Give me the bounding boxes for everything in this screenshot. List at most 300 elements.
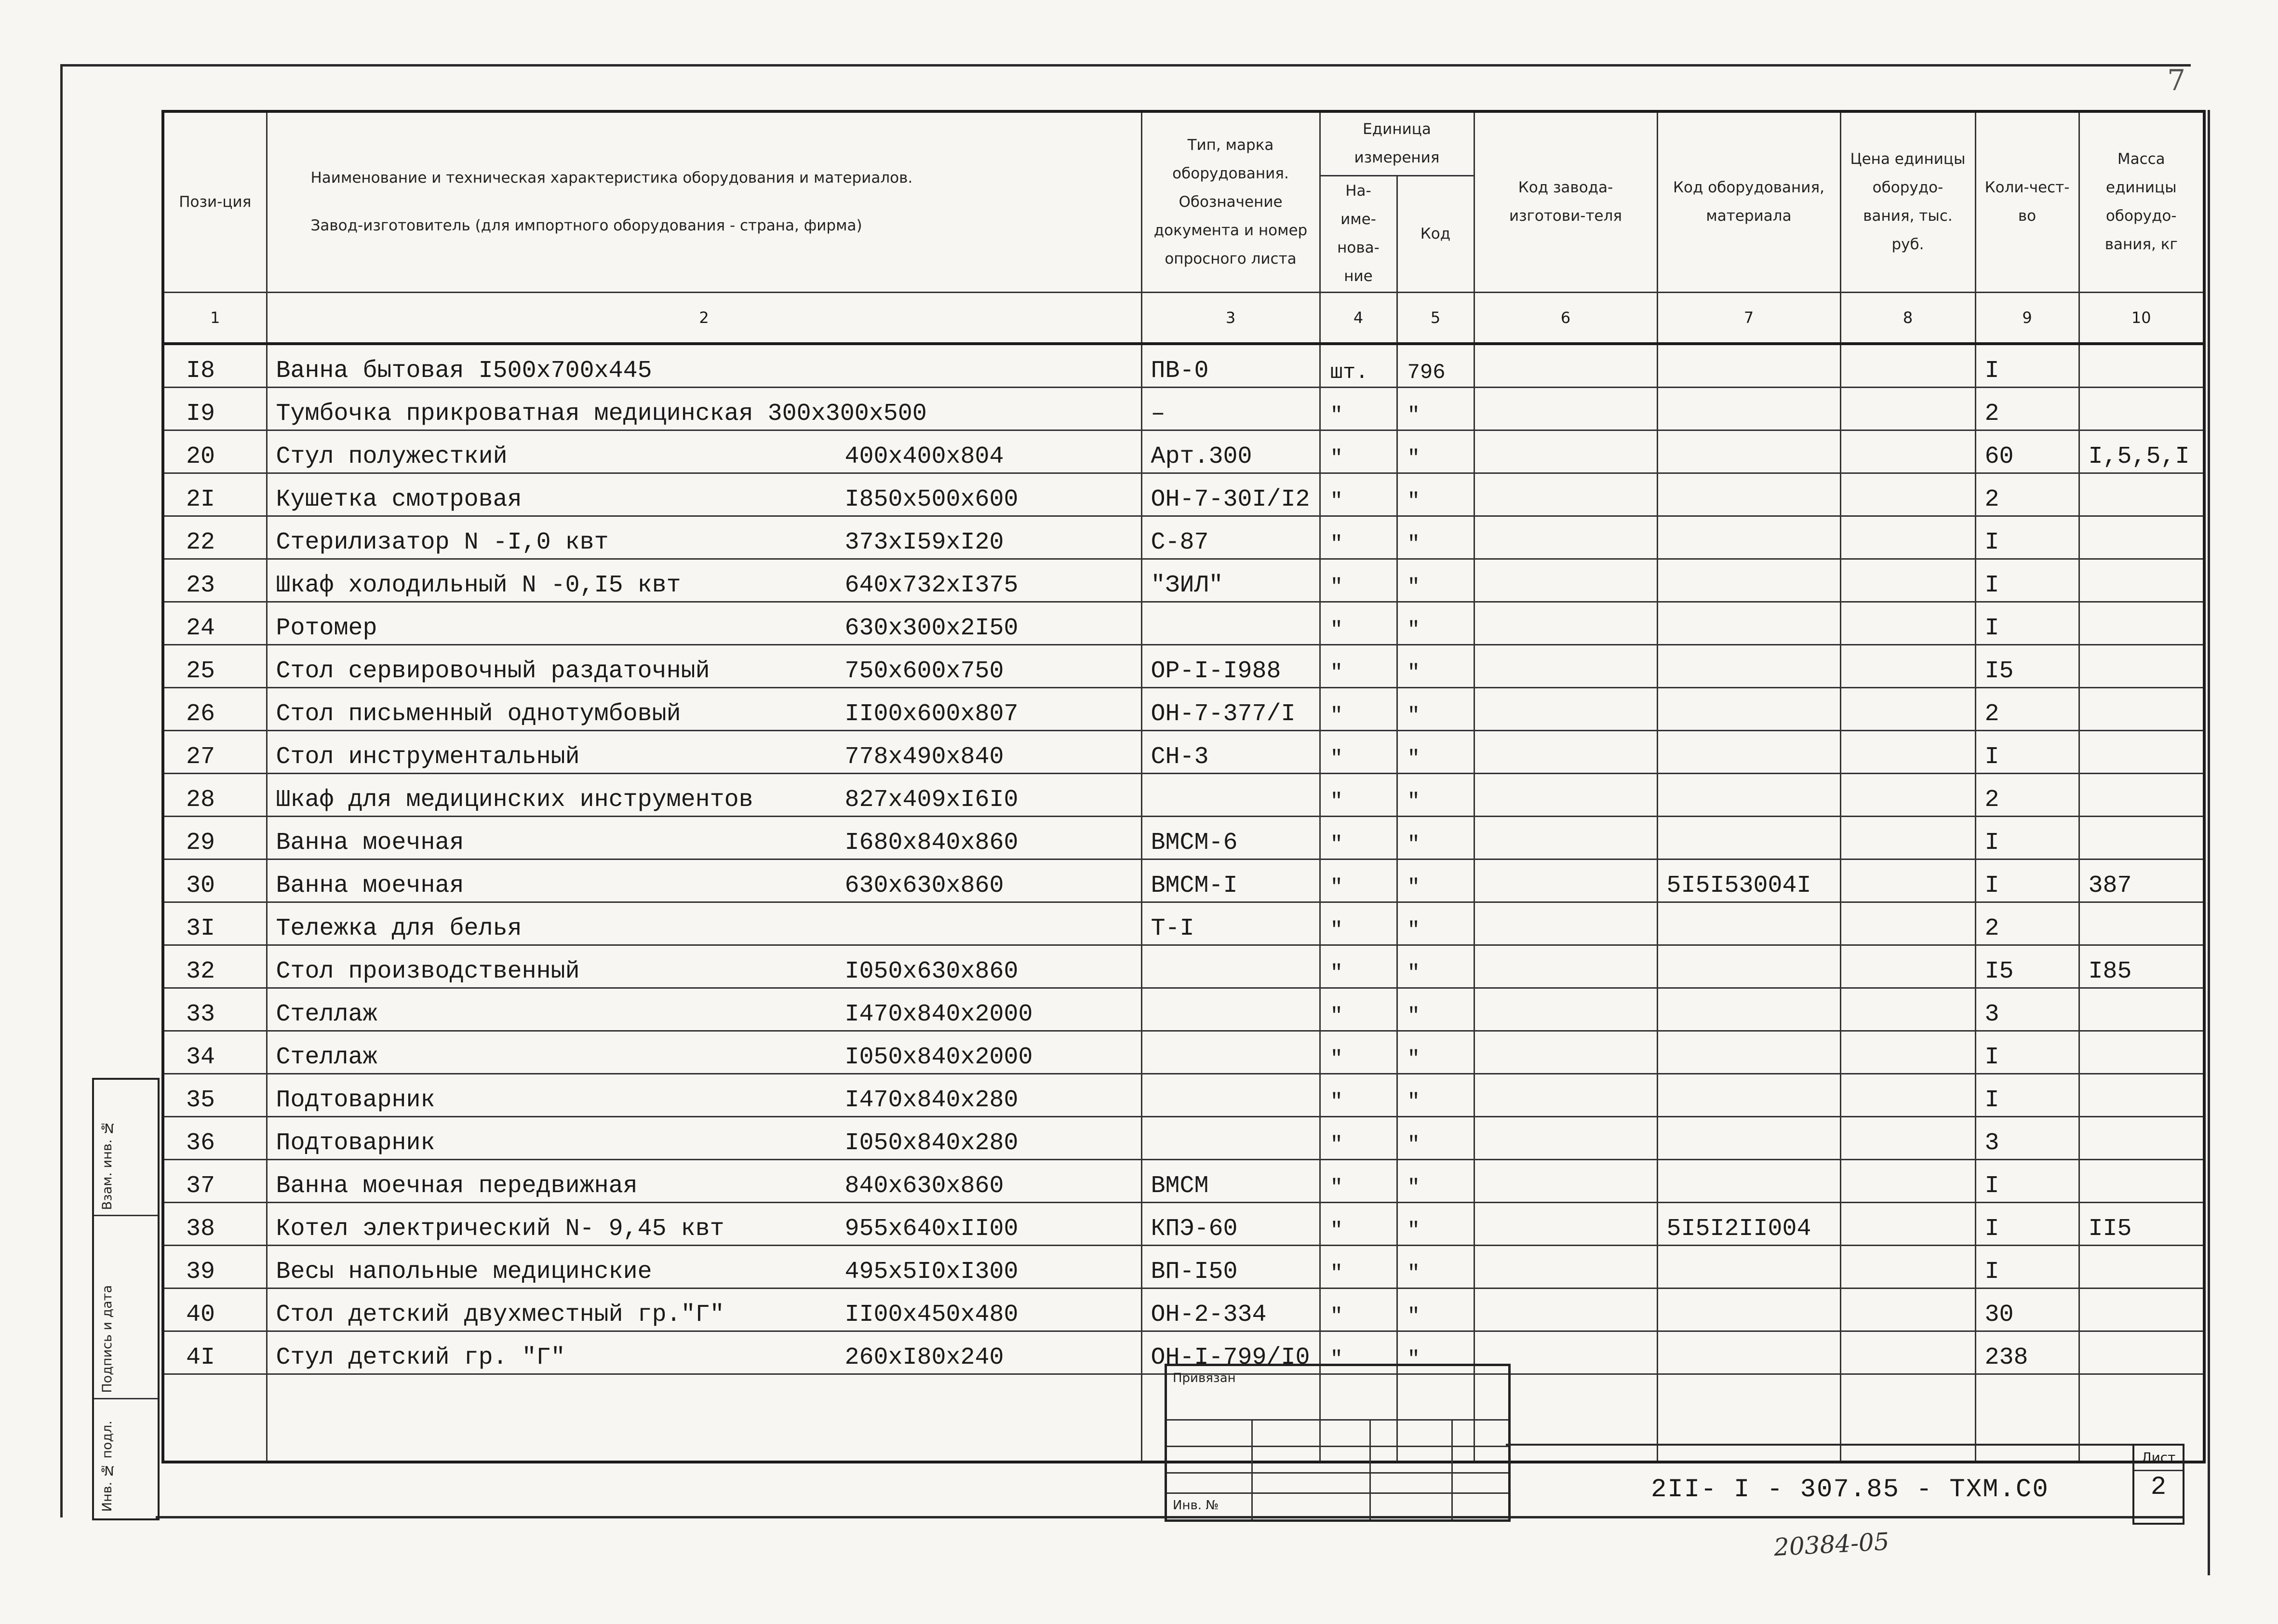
table-row (163, 988, 2204, 1031)
cell-unit-code: " (1397, 1331, 1474, 1374)
cell-equipment-code (1657, 473, 1840, 516)
cell-equipment-code (1657, 387, 1840, 430)
cell-unit-code: " (1397, 687, 1474, 730)
cell-mass (2079, 816, 2204, 859)
cell-maker-code (1474, 1202, 1657, 1245)
cell-quantity: 238 (1975, 1331, 2079, 1374)
margin-sign-date-cell (94, 1215, 158, 1399)
cell-position: 22 (163, 516, 267, 559)
cell-unit-code: " (1397, 773, 1474, 816)
frame-top-line (60, 64, 2191, 67)
cell-type: СН-3 (1141, 730, 1320, 773)
cell-maker-code (1474, 859, 1657, 902)
column-number-row (163, 292, 2204, 344)
cell-unit-code: " (1397, 902, 1474, 945)
cell-quantity: I (1975, 1159, 2079, 1202)
cell-position: 25 (163, 644, 267, 687)
item-dimensions: 840x630x860 (844, 1172, 1004, 1200)
cell-quantity: I (1975, 1245, 2079, 1288)
item-name: Ванна моечная (276, 829, 464, 857)
cell-equipment-code (1657, 1031, 1840, 1074)
cell-maker-code (1474, 387, 1657, 430)
sheet-box (2132, 1444, 2184, 1525)
cell-mass (2079, 1074, 2204, 1116)
cell-position: 23 (163, 559, 267, 602)
cell-unit-name: " (1320, 1288, 1397, 1331)
cell-maker-code (1474, 1288, 1657, 1331)
empty-cell (163, 1374, 267, 1462)
empty-cell (1840, 1374, 1975, 1462)
cell-mass: 387 (2079, 859, 2204, 902)
item-name: Стеллаж (276, 1000, 377, 1028)
cell-maker-code (1474, 559, 1657, 602)
cell-type: ВП-I50 (1141, 1245, 1320, 1288)
item-dimensions: I850x500x600 (844, 485, 1018, 513)
cell-unit-name: " (1320, 687, 1397, 730)
item-name: Стул детский гр. "Г" (276, 1343, 565, 1371)
cell-type (1141, 1116, 1320, 1159)
table-row (163, 816, 2204, 859)
cell-quantity: I (1975, 730, 2079, 773)
item-name: Ванна моечная (276, 872, 464, 899)
cell-quantity: I (1975, 344, 2079, 388)
cell-quantity: I (1975, 559, 2079, 602)
cell-unit-name: " (1320, 473, 1397, 516)
cell-price (1840, 516, 1975, 559)
cell-unit-name: " (1320, 773, 1397, 816)
item-dimensions: 955x640xII00 (844, 1215, 1018, 1243)
item-dimensions: 630x300x2I50 (844, 614, 1018, 642)
empty-cell (1657, 1374, 1840, 1462)
cell-maker-code (1474, 344, 1657, 388)
margin-inv-orig-cell (94, 1398, 158, 1517)
cell-unit-name: " (1320, 1031, 1397, 1074)
item-dimensions: 630x630x860 (844, 872, 1004, 899)
stamp-line (1251, 1419, 1253, 1519)
cell-equipment-code (1657, 516, 1840, 559)
cell-equipment-code (1657, 602, 1840, 644)
item-dimensions: 750x600x750 (844, 657, 1004, 685)
item-dimensions: 640x732xI375 (844, 571, 1018, 599)
cell-unit-code: " (1397, 816, 1474, 859)
cell-position: 36 (163, 1116, 267, 1159)
cell-name (267, 387, 1141, 430)
header-mass: Масса единицы оборудо-вания, кг (2079, 111, 2204, 292)
cell-unit-code: " (1397, 473, 1474, 516)
cell-unit-code: " (1397, 559, 1474, 602)
cell-price (1840, 730, 1975, 773)
cell-mass (2079, 602, 2204, 644)
document-number: 2II- I - 307.85 - ТХМ.С0 (1651, 1475, 2049, 1504)
cell-position: 30 (163, 859, 267, 902)
cell-price (1840, 1288, 1975, 1331)
cell-quantity: I (1975, 516, 2079, 559)
item-dimensions: 778x490x840 (844, 743, 1004, 771)
cell-mass (2079, 473, 2204, 516)
cell-type: ПВ-0 (1141, 344, 1320, 388)
cell-position: 32 (163, 945, 267, 988)
cell-price (1840, 344, 1975, 388)
cell-unit-code: " (1397, 988, 1474, 1031)
table-row (163, 773, 2204, 816)
cell-name (267, 1331, 1141, 1374)
cell-type: – (1141, 387, 1320, 430)
item-dimensions: I050x840x2000 (844, 1043, 1033, 1071)
cell-type: ОР-I-I988 (1141, 644, 1320, 687)
table-row (163, 1288, 2204, 1331)
cell-name (267, 1202, 1141, 1245)
cell-quantity: I (1975, 602, 2079, 644)
cell-type: ОН-2-334 (1141, 1288, 1320, 1331)
header-name-line2: Завод-изготовитель (для импортного оборудования - страна, фирма) (310, 217, 862, 235)
cell-quantity: 3 (1975, 1116, 2079, 1159)
cell-type: Т-I (1141, 902, 1320, 945)
cell-name (267, 859, 1141, 902)
cell-price (1840, 773, 1975, 816)
item-name: Тележка для белья (276, 914, 522, 942)
cell-maker-code (1474, 816, 1657, 859)
cell-price (1840, 1074, 1975, 1116)
specification-table (161, 110, 2206, 1463)
item-name: Ротомер (276, 614, 377, 642)
cell-maker-code (1474, 1031, 1657, 1074)
cell-equipment-code (1657, 644, 1840, 687)
cell-price (1840, 988, 1975, 1031)
column-number: 7 (1657, 292, 1840, 344)
column-number: 4 (1320, 292, 1397, 344)
cell-unit-name: " (1320, 1202, 1397, 1245)
margin-sign-date: Подпись и дата (100, 1285, 115, 1393)
cell-unit-code: " (1397, 859, 1474, 902)
table-row (163, 1116, 2204, 1159)
cell-maker-code (1474, 687, 1657, 730)
cell-unit-name: " (1320, 730, 1397, 773)
header-type: Тип, марка оборудования. Обозначение документа и номер опросного листа (1141, 111, 1320, 292)
cell-type: ВМСМ-I (1141, 859, 1320, 902)
cell-mass (2079, 1159, 2204, 1202)
cell-unit-code: " (1397, 1116, 1474, 1159)
cell-name (267, 1159, 1141, 1202)
cell-name (267, 430, 1141, 473)
cell-mass (2079, 687, 2204, 730)
cell-name (267, 1031, 1141, 1074)
title-block-divider (1506, 1444, 2132, 1446)
cell-price (1840, 559, 1975, 602)
cell-type (1141, 945, 1320, 988)
header-name (267, 111, 1141, 292)
cell-mass (2079, 1031, 2204, 1074)
header-equipment-code: Код оборудования, материала (1657, 111, 1840, 292)
cell-unit-code: 796 (1397, 344, 1474, 388)
item-name: Стол письменный однотумбовый (276, 700, 681, 728)
frame-left-line (60, 64, 63, 1517)
cell-equipment-code: 5I5I53004I (1657, 859, 1840, 902)
cell-equipment-code (1657, 773, 1840, 816)
cell-mass (2079, 1288, 2204, 1331)
corner-mark: 7 (2167, 64, 2186, 97)
item-name: Ванна моечная передвижная (276, 1172, 638, 1200)
table-row (163, 1031, 2204, 1074)
item-name: Шкаф холодильный N -0,I5 квт (276, 571, 681, 599)
cell-name (267, 473, 1141, 516)
cell-name (267, 559, 1141, 602)
cell-position: 24 (163, 602, 267, 644)
header-position: Пози-ция (163, 111, 267, 292)
cell-type: ОН-I-799/I0 (1141, 1331, 1320, 1374)
cell-name (267, 344, 1141, 388)
table-row (163, 1202, 2204, 1245)
table-row (163, 859, 2204, 902)
cell-type: ОН-7-377/I (1141, 687, 1320, 730)
cell-maker-code (1474, 988, 1657, 1031)
item-name: Стеллаж (276, 1043, 377, 1071)
header-unit-code: Код (1397, 175, 1474, 292)
cell-unit-code: " (1397, 1245, 1474, 1288)
table-row (163, 644, 2204, 687)
cell-unit-code: " (1397, 1074, 1474, 1116)
cell-equipment-code (1657, 1245, 1840, 1288)
cell-unit-name: " (1320, 430, 1397, 473)
cell-position: 33 (163, 988, 267, 1031)
cell-equipment-code (1657, 945, 1840, 988)
cell-quantity: 60 (1975, 430, 2079, 473)
item-dimensions: 373xI59xI20 (844, 528, 1004, 556)
column-number: 3 (1141, 292, 1320, 344)
cell-mass (2079, 516, 2204, 559)
cell-name (267, 1288, 1141, 1331)
table-row (163, 1074, 2204, 1116)
cell-type (1141, 1074, 1320, 1116)
cell-mass: I85 (2079, 945, 2204, 988)
cell-mass: II5 (2079, 1202, 2204, 1245)
item-dimensions: II00x450x480 (844, 1301, 1018, 1329)
cell-price (1840, 1331, 1975, 1374)
cell-price (1840, 816, 1975, 859)
stamp-line (1167, 1472, 1508, 1474)
cell-unit-code: " (1397, 644, 1474, 687)
cell-unit-name: " (1320, 902, 1397, 945)
item-name: Шкаф для медицинских инструментов (276, 786, 753, 814)
cell-mass (2079, 773, 2204, 816)
item-dimensions: I050x630x860 (844, 957, 1018, 985)
cell-unit-code: " (1397, 1159, 1474, 1202)
binding-stamp (1165, 1364, 1511, 1522)
item-name: Стул полужесткий (276, 443, 508, 470)
item-dimensions: I470x840x2000 (844, 1000, 1033, 1028)
stamp-inv-label: Инв. № (1173, 1498, 1219, 1513)
cell-type (1141, 988, 1320, 1031)
cell-position: 2I (163, 473, 267, 516)
cell-mass (2079, 902, 2204, 945)
table-row (163, 902, 2204, 945)
stamp-line (1167, 1419, 1508, 1421)
cell-quantity: 2 (1975, 687, 2079, 730)
cell-unit-code: " (1397, 945, 1474, 988)
item-dimensions: I050x840x280 (844, 1129, 1018, 1157)
item-name: Тумбочка прикроватная медицинская 300x300x500 (276, 400, 927, 428)
header-maker-code: Код завода-изготови-теля (1474, 111, 1657, 292)
cell-name (267, 773, 1141, 816)
cell-price (1840, 387, 1975, 430)
item-dimensions: 495x5I0xI300 (844, 1258, 1018, 1286)
cell-price (1840, 902, 1975, 945)
cell-name (267, 687, 1141, 730)
cell-position: 34 (163, 1031, 267, 1074)
table-row (163, 945, 2204, 988)
item-dimensions: I680x840x860 (844, 829, 1018, 857)
cell-position: 3I (163, 902, 267, 945)
cell-equipment-code (1657, 344, 1840, 388)
cell-equipment-code (1657, 1288, 1840, 1331)
cell-position: 39 (163, 1245, 267, 1288)
header-name-line1: Наименование и техническая характеристика оборудования и материалов. (310, 169, 913, 187)
cell-unit-name: " (1320, 602, 1397, 644)
cell-equipment-code (1657, 687, 1840, 730)
sheet-label: Лист (2134, 1446, 2183, 1471)
cell-type (1141, 602, 1320, 644)
cell-equipment-code (1657, 816, 1840, 859)
cell-name (267, 945, 1141, 988)
cell-unit-name: " (1320, 516, 1397, 559)
cell-price (1840, 473, 1975, 516)
cell-position: 38 (163, 1202, 267, 1245)
cell-unit-name: " (1320, 816, 1397, 859)
cell-mass (2079, 1116, 2204, 1159)
cell-name (267, 516, 1141, 559)
cell-price (1840, 1245, 1975, 1288)
item-name: Весы напольные медицинские (276, 1258, 652, 1286)
cell-maker-code (1474, 473, 1657, 516)
cell-name (267, 602, 1141, 644)
cell-maker-code (1474, 902, 1657, 945)
cell-type: "ЗИЛ" (1141, 559, 1320, 602)
cell-quantity: 2 (1975, 773, 2079, 816)
cell-maker-code (1474, 1245, 1657, 1288)
cell-maker-code (1474, 602, 1657, 644)
column-number: 1 (163, 292, 267, 344)
table-row (163, 559, 2204, 602)
cell-quantity: 2 (1975, 473, 2079, 516)
item-name: Подтоварник (276, 1129, 435, 1157)
stamp-line (1167, 1492, 1508, 1494)
cell-maker-code (1474, 730, 1657, 773)
cell-unit-name: " (1320, 1331, 1397, 1374)
cell-type: ВМСМ (1141, 1159, 1320, 1202)
cell-mass (2079, 730, 2204, 773)
frame-right-line (2208, 110, 2210, 1575)
column-number: 5 (1397, 292, 1474, 344)
table-row (163, 430, 2204, 473)
cell-type: КПЭ-60 (1141, 1202, 1320, 1245)
cell-position: 35 (163, 1074, 267, 1116)
cell-mass (2079, 1331, 2204, 1374)
cell-mass: I,5,5,I (2079, 430, 2204, 473)
stamp-line (1451, 1419, 1453, 1519)
cell-quantity: I5 (1975, 945, 2079, 988)
item-name: Стол производственный (276, 957, 580, 985)
margin-signature-block (92, 1078, 160, 1520)
cell-unit-name: " (1320, 559, 1397, 602)
item-name: Стерилизатор N -I,0 квт (276, 528, 609, 556)
cell-unit-name: " (1320, 1159, 1397, 1202)
cell-mass (2079, 344, 2204, 388)
cell-name (267, 1245, 1141, 1288)
cell-maker-code (1474, 1159, 1657, 1202)
sheet-number: 2 (2150, 1473, 2167, 1502)
cell-maker-code (1474, 430, 1657, 473)
column-number: 6 (1474, 292, 1657, 344)
cell-mass (2079, 559, 2204, 602)
stamp-line (1369, 1419, 1371, 1519)
column-number: 10 (2079, 292, 2204, 344)
cell-position: 20 (163, 430, 267, 473)
cell-unit-name: " (1320, 644, 1397, 687)
column-number: 9 (1975, 292, 2079, 344)
cell-maker-code (1474, 644, 1657, 687)
cell-position: 27 (163, 730, 267, 773)
margin-inv-orig: Инв. № подл. (100, 1420, 115, 1512)
cell-unit-code: " (1397, 387, 1474, 430)
header-unit-name: На-име-нова-ние (1320, 175, 1397, 292)
cell-quantity: 30 (1975, 1288, 2079, 1331)
cell-maker-code (1474, 516, 1657, 559)
cell-name (267, 902, 1141, 945)
item-name: Стол детский двухместный гр."Г" (276, 1301, 724, 1329)
cell-equipment-code (1657, 730, 1840, 773)
empty-cell (1975, 1374, 2079, 1462)
cell-equipment-code (1657, 1159, 1840, 1202)
cell-unit-name: " (1320, 1074, 1397, 1116)
cell-type: С-87 (1141, 516, 1320, 559)
cell-equipment-code (1657, 430, 1840, 473)
cell-unit-code: " (1397, 1202, 1474, 1245)
cell-name (267, 1116, 1141, 1159)
stamp-line (1167, 1446, 1508, 1447)
table-row (163, 1245, 2204, 1288)
cell-type (1141, 1031, 1320, 1074)
cell-unit-code: " (1397, 1031, 1474, 1074)
empty-cell (267, 1374, 1141, 1462)
table-row (163, 602, 2204, 644)
cell-unit-code: " (1397, 516, 1474, 559)
cell-position: 40 (163, 1288, 267, 1331)
cell-equipment-code (1657, 988, 1840, 1031)
cell-name (267, 644, 1141, 687)
cell-quantity: 3 (1975, 988, 2079, 1031)
cell-mass (2079, 988, 2204, 1031)
cell-price (1840, 430, 1975, 473)
cell-name (267, 816, 1141, 859)
item-dimensions: I470x840x280 (844, 1086, 1018, 1114)
cell-quantity: I5 (1975, 644, 2079, 687)
item-name: Подтоварник (276, 1086, 435, 1114)
margin-replace-inv-cell (94, 1080, 158, 1216)
cell-position: 37 (163, 1159, 267, 1202)
cell-quantity: 2 (1975, 387, 2079, 430)
cell-price (1840, 644, 1975, 687)
cell-unit-name: " (1320, 859, 1397, 902)
column-number: 8 (1840, 292, 1975, 344)
cell-unit-name: " (1320, 988, 1397, 1031)
table-row (163, 1159, 2204, 1202)
cell-unit-name: " (1320, 1116, 1397, 1159)
cell-quantity: I (1975, 1031, 2079, 1074)
cell-quantity: 2 (1975, 902, 2079, 945)
header-unit: Единица измерения (1320, 111, 1474, 175)
cell-type: Арт.300 (1141, 430, 1320, 473)
cell-price (1840, 1202, 1975, 1245)
cell-name (267, 1074, 1141, 1116)
